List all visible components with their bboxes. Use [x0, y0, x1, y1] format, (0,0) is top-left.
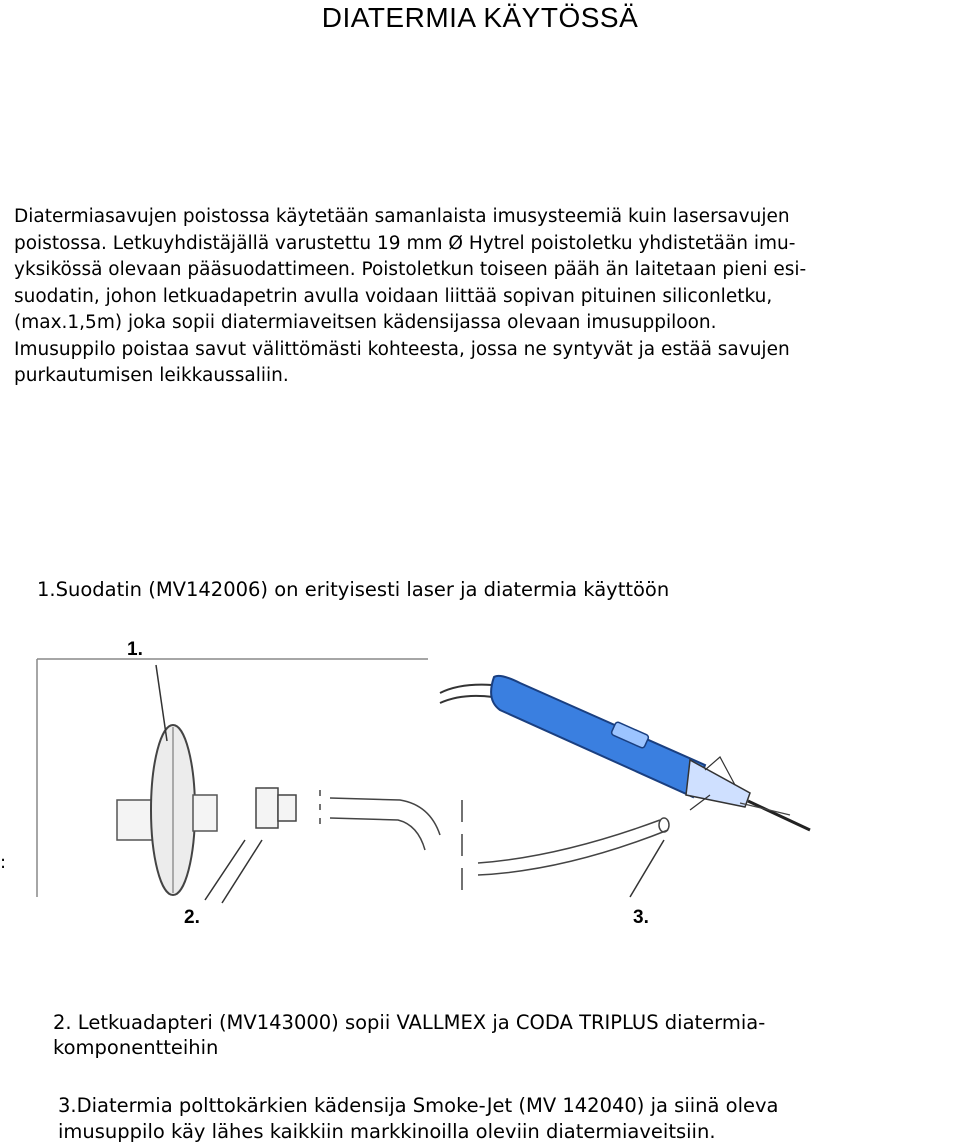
filter-caption: 1.Suodatin (MV142006) on erityisesti laser ja diatermia käyttöön	[37, 578, 670, 601]
handle-caption-line: 3.Diatermia polttokärkien kädensija Smoke-Jet (MV 142040) ja siinä oleva	[58, 1094, 779, 1117]
intro-line: poistossa. Letkuyhdistäjällä varustettu 19 mm Ø Hytrel poistoletku yhdistetään imu-	[14, 232, 796, 254]
intro-paragraph	[14, 204, 954, 390]
leader-line-2	[205, 840, 245, 900]
adapter-caption-line: 2. Letkuadapteri (MV143000) sopii VALLMEX ja CODA TRIPLUS diatermia-	[53, 1011, 766, 1034]
figure-label-2: 2.	[184, 907, 200, 928]
tubing-drawing	[330, 798, 669, 900]
figure-label-1: 1.	[127, 639, 143, 660]
intro-line: (max.1,5m) joka sopii diatermiaveitsen kädensijassa olevaan imusuppiloon.	[14, 312, 717, 333]
intro-line: yksikössä olevaan pääsuodattimeen. Poistoletkun toiseen pääh än laitetaan pieni esi-	[14, 259, 807, 280]
leader-line-1	[156, 665, 167, 741]
intro-line: Diatermiasavujen poistossa käytetään samanlaista imusysteemiä kuin lasersavujen	[14, 206, 790, 227]
adapter-caption	[53, 1010, 765, 1060]
filter-drawing	[117, 725, 217, 895]
handle-caption-line: imusuppilo käy lähes kaikkiin markkinoilla oleviin diatermiaveitsiin.	[58, 1120, 716, 1143]
handle-caption	[58, 1093, 779, 1145]
stray-mark: :	[0, 852, 7, 873]
figure-label-3: 3.	[633, 907, 649, 928]
equipment-figure	[0, 635, 960, 935]
intro-line: suodatin, johon letkuadapetrin avulla voidaan liittää sopivan pituinen siliconletku,	[14, 285, 773, 307]
smoke-jet-handle-drawing	[491, 676, 810, 830]
intro-line: purkautumisen leikkaussaliin.	[14, 365, 289, 386]
adapter-drawing	[256, 788, 320, 830]
adapter-caption-line: komponentteihin	[53, 1036, 219, 1059]
intro-line: Imusuppilo poistaa savut välittömästi kohteesta, jossa ne syntyvät ja estää savujen	[14, 338, 790, 360]
leader-line-3	[630, 840, 664, 897]
page-title: DIATERMIA KÄYTÖSSÄ	[321, 2, 639, 33]
equipment-drawing	[0, 635, 960, 935]
